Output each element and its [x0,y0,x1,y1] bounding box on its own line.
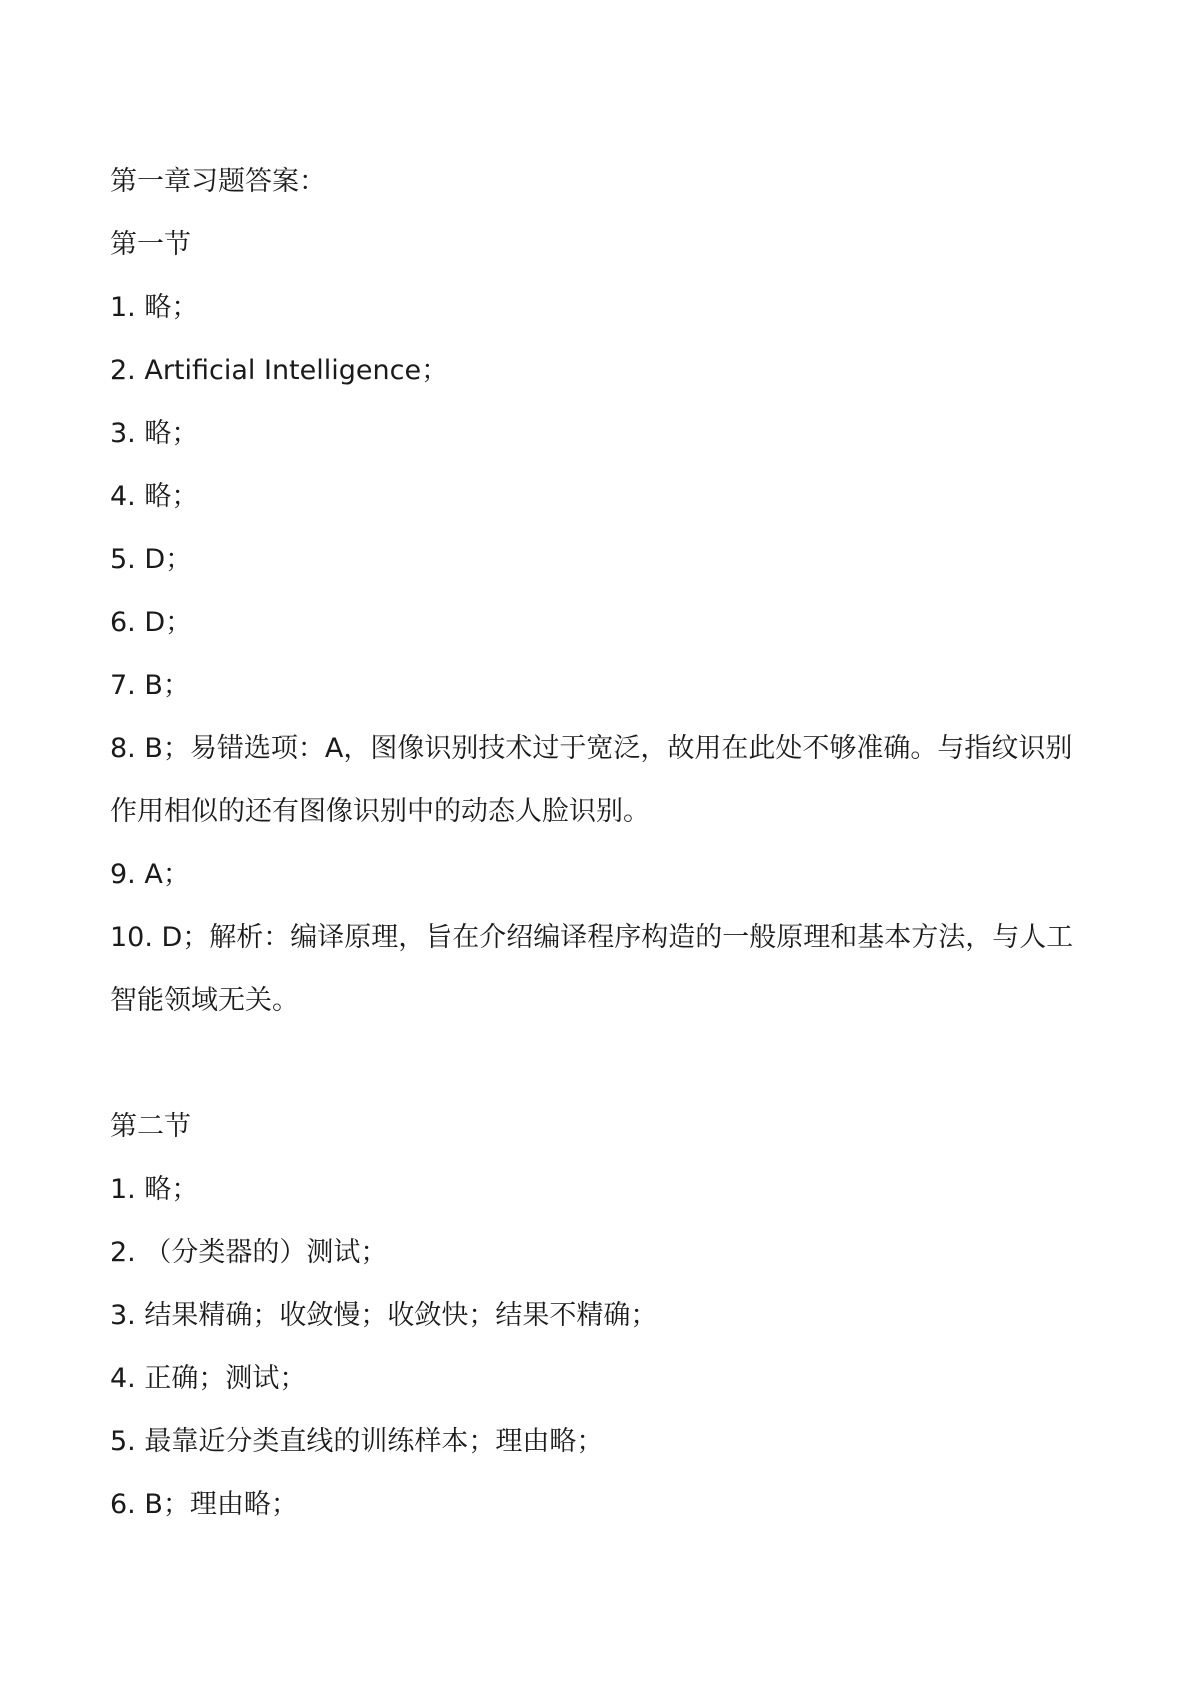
answer-item: 1. 略； [110,1174,199,1205]
answer-item: 3. 略； [110,418,199,449]
answer-item: 6. D； [110,607,193,638]
answer-item: 4. 正确；测试； [110,1363,307,1394]
answer-item: 5. D； [110,544,193,575]
answer-item: 5. 最靠近分类直线的训练样本；理由略； [110,1426,604,1457]
answer-item: 9. A； [110,859,190,890]
answer-item: 7. B； [110,670,190,701]
answer-item: 6. B；理由略； [110,1489,298,1520]
section-spacer [110,1032,1090,1095]
answer-item: 3. 结果精确；收敛慢；收敛快；结果不精确； [110,1300,658,1331]
section-heading-1: 第一节 [110,229,191,260]
document-title: 第一章习题答案： [110,166,326,197]
answer-item: 2. Artificial Intelligence； [110,355,449,386]
answer-item: 10. D；解析：编译原理，旨在介绍编译程序构造的一般原理和基本方法，与人工智能领域无关。 [110,922,1074,1016]
answer-item: 1. 略； [110,292,199,323]
answer-item: 2. （分类器的）测试； [110,1237,388,1268]
answer-item: 4. 略； [110,481,199,512]
answer-item: 8. B；易错选项：A，图像识别技术过于宽泛，故用在此处不够准确。与指纹识别作用相似的还有图像识别中的动态人脸识别。 [110,733,1073,827]
section-heading-2: 第二节 [110,1111,191,1142]
document-content [110,150,1090,1536]
